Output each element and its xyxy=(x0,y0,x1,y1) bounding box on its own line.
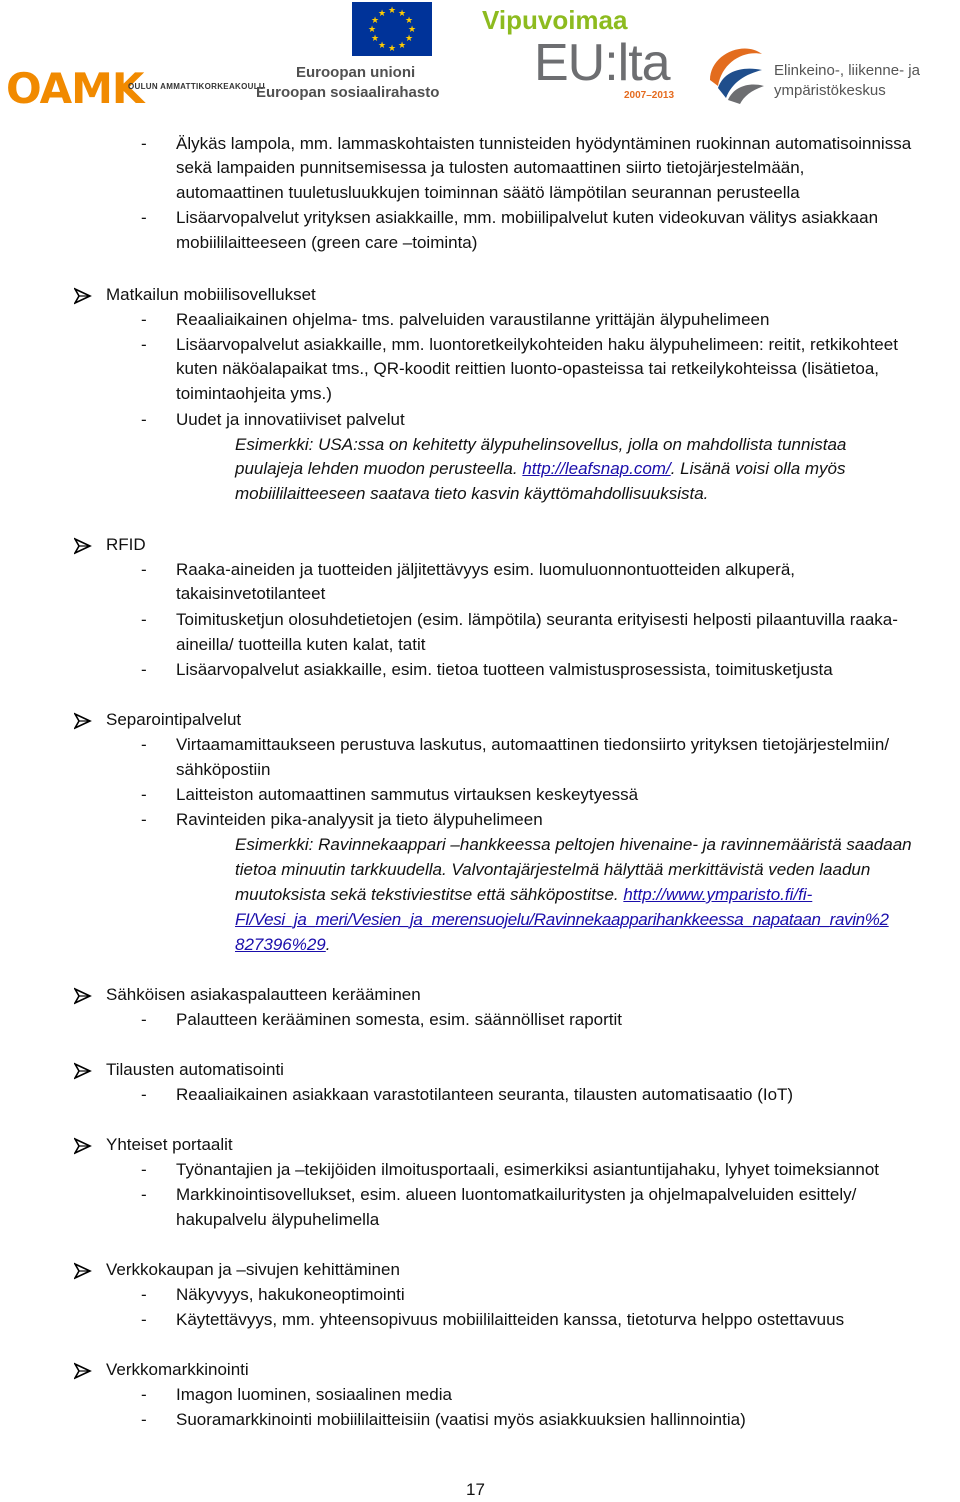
example-line: Esimerkki: Ravinnekaappari –hankkeessa peltojen hivenaine- ja ravinnemääristä saadaan xyxy=(235,835,912,854)
list-item-line: Palautteen kerääminen somesta, esim. säännölliset raportit xyxy=(176,1010,623,1029)
example-line: mobiililaitteeseen saatava tieto kasvin käyttömahdollisuuksista. xyxy=(235,484,709,503)
example-text: . xyxy=(325,935,331,954)
eu-logo-line1: Euroopan unioni xyxy=(296,64,416,81)
list-item-line: Suoramarkkinointi mobiililaitteisiin (vaatisi myös asiakkuuksien hallinnointia) xyxy=(176,1410,746,1429)
list-item-line: Imagon luominen, sosiaalinen media xyxy=(176,1385,452,1404)
intro-item2-line1: Lisäarvopalvelut yrityksen asiakkaille, mm. mobiilipalvelut kuten videokuvan välitys asiakkaan xyxy=(176,208,879,227)
svg-text:★: ★ xyxy=(367,25,377,35)
svg-text:★: ★ xyxy=(387,6,397,16)
example-line: tietoa minuutin tarkkuudella. Valvontajärjestelmä hälyttää merkittävistä veden laadun xyxy=(235,860,871,879)
ymparisto-link[interactable]: 827396%29 xyxy=(235,935,326,954)
list-item-line: Lisäarvopalvelut asiakkaille, mm. luontoretkeilykohteiden haku älypuhelimeen: reitit, retkikohteet xyxy=(176,335,898,354)
ymparisto-link[interactable]: http://www.ymparisto.fi/fi- xyxy=(623,885,813,904)
arrow-bullet-icon xyxy=(74,1062,92,1080)
list-item-line: Uudet ja innovatiiviset palvelut xyxy=(176,410,405,429)
list-item-line: Virtaamamittaukseen perustuva laskutus, automaattinen tiedonsiirto yrityksen tietojärjestelmiin/ xyxy=(176,735,890,754)
section-heading: RFID xyxy=(106,535,146,554)
list-dash: - xyxy=(141,134,147,153)
list-item-line: aineilla/ tuotteilla kuten kalat, tatit xyxy=(176,635,426,654)
intro-item1-line1: Älykäs lampola, mm. lammaskohtaisten tunnisteiden hyödyntäminen ruokinnan automatisoinnissa xyxy=(176,134,912,153)
list-dash: - xyxy=(141,660,147,679)
svg-text:★: ★ xyxy=(397,9,407,19)
svg-text:★: ★ xyxy=(397,41,407,51)
example-line xyxy=(235,933,331,957)
section-heading: Sähköisen asiakaspalautteen kerääminen xyxy=(106,985,421,1004)
list-item-line: Näkyvyys, hakukoneoptimointi xyxy=(176,1285,405,1304)
arrow-bullet-icon xyxy=(74,987,92,1005)
vipuvoimaa-years: 2007–2013 xyxy=(624,90,675,101)
section-heading: Verkkomarkkinointi xyxy=(106,1360,249,1379)
list-item-line: Raaka-aineiden ja tuotteiden jäljitettävyys esim. luomuluonnontuotteiden alkuperä, xyxy=(176,560,795,579)
list-item-line: sähköpostiin xyxy=(176,760,271,779)
list-dash: - xyxy=(141,410,147,429)
list-item-line: Toimitusketjun olosuhdetietojen (esim. lämpötila) seuranta erityisesti helposti pilaantuvilla raaka- xyxy=(176,610,898,629)
list-item-line: toimintaohjeita yms.) xyxy=(176,384,332,403)
list-dash: - xyxy=(141,1085,147,1104)
list-dash: - xyxy=(141,1410,147,1429)
list-item-line: hakupalvelu älypuhelimella xyxy=(176,1210,380,1229)
svg-text:★: ★ xyxy=(370,34,380,44)
svg-text:★: ★ xyxy=(377,9,387,19)
ymparisto-link[interactable]: FI/Vesi_ja_meri/Vesien_ja_merensuojelu/Ravinnekaapparihankkeessa_napataan_ravin%2 xyxy=(235,910,889,929)
list-item-line: Reaaliaikainen ohjelma- tms. palveluiden varaustilanne yrittäjän älypuhelimeen xyxy=(176,310,770,329)
ely-logo-line1: Elinkeino-, liikenne- ja xyxy=(774,62,920,79)
list-dash: - xyxy=(141,1185,147,1204)
list-dash: - xyxy=(141,1385,147,1404)
arrow-bullet-icon xyxy=(74,1262,92,1280)
list-dash: - xyxy=(141,1160,147,1179)
example-text: puulajeja lehden muodon perusteella. xyxy=(235,459,523,478)
oamk-logo-subtitle: OULUN AMMATTIKORKEAKOULU xyxy=(128,82,265,91)
arrow-bullet-icon xyxy=(74,1137,92,1155)
example-text: . Lisänä voisi olla myös xyxy=(670,459,846,478)
ely-logo-line2: ympäristökeskus xyxy=(774,82,886,99)
arrow-bullet-icon xyxy=(74,537,92,555)
list-item-line: kuten näköalapaikat tms., QR-koodit reittien luonto-opasteissa tai retkeilykohteissa (lisätietoa, xyxy=(176,359,880,378)
section-heading: Yhteiset portaalit xyxy=(106,1135,233,1154)
list-item-line: Markkinointisovellukset, esim. alueen luontomatkailuritysten ja ohjelmapalveluiden esittely/ xyxy=(176,1185,857,1204)
svg-text:★: ★ xyxy=(407,25,417,35)
vipuvoimaa-title: Vipuvoimaa xyxy=(482,5,628,35)
list-item-line: Ravinteiden pika-analyysit ja tieto älypuhelimeen xyxy=(176,810,543,829)
svg-text:★: ★ xyxy=(404,34,414,44)
list-dash: - xyxy=(141,335,147,354)
section-heading: Separointipalvelut xyxy=(106,710,242,729)
svg-text:★: ★ xyxy=(370,16,380,26)
vipuvoimaa-eu: EU:lta xyxy=(534,34,670,92)
list-dash: - xyxy=(141,208,147,227)
svg-text:★: ★ xyxy=(377,41,387,51)
eu-logo-line2: Euroopan sosiaalirahasto xyxy=(256,84,440,101)
example-line xyxy=(235,883,812,907)
list-item-line: Lisäarvopalvelut asiakkaille, esim. tietoa tuotteen valmistusprosessista, toimitusketjusta xyxy=(176,660,833,679)
list-dash: - xyxy=(141,785,147,804)
leafsnap-link[interactable]: http://leafsnap.com/ xyxy=(522,459,671,478)
list-dash: - xyxy=(141,610,147,629)
intro-item1-line3: automaattinen tuuletusluukkujen toiminnan säätö lämpötilan seurannan perusteella xyxy=(176,183,800,202)
svg-text:★: ★ xyxy=(387,44,397,54)
list-dash: - xyxy=(141,1310,147,1329)
section-heading: Verkkokaupan ja –sivujen kehittäminen xyxy=(106,1260,400,1279)
example-line: Esimerkki: USA:ssa on kehitetty älypuhelinsovellus, jolla on mahdollista tunnistaa xyxy=(235,435,847,454)
list-item-line: Reaaliaikainen asiakkaan varastotilanteen seuranta, tilausten automatisaatio (IoT) xyxy=(176,1085,794,1104)
example-line xyxy=(235,908,889,932)
arrow-bullet-icon xyxy=(74,712,92,730)
list-dash: - xyxy=(141,560,147,579)
list-item-line: Laitteiston automaattinen sammutus virtauksen keskeytyessä xyxy=(176,785,639,804)
list-item-line: Työnantajien ja –tekijöiden ilmoitusportaali, esimerkiksi asiantuntijahaku, lyhyet toimeksiannot xyxy=(176,1160,880,1179)
arrow-bullet-icon xyxy=(74,1362,92,1380)
intro-item2-line2: mobiililaitteeseen (green care –toiminta) xyxy=(176,233,478,252)
arrow-bullet-icon xyxy=(74,287,92,305)
list-dash: - xyxy=(141,310,147,329)
page-number: 17 xyxy=(466,1480,485,1499)
section-heading: Tilausten automatisointi xyxy=(106,1060,284,1079)
list-dash: - xyxy=(141,1285,147,1304)
example-line xyxy=(235,457,846,481)
list-dash: - xyxy=(141,810,147,829)
list-item-line: takaisinvetotilanteet xyxy=(176,584,326,603)
list-dash: - xyxy=(141,735,147,754)
section-heading: Matkailun mobiilisovellukset xyxy=(106,285,316,304)
svg-text:★: ★ xyxy=(404,16,414,26)
example-text: muutoksista sekä tekstiviestitse että sähköpostitse. xyxy=(235,885,624,904)
oamk-logo-mark: OAMK xyxy=(6,64,144,113)
intro-item1-line2: sekä lampaiden punnitsemisessa ja tulosten automaattinen siirto tietojärjestelmään, xyxy=(176,158,805,177)
list-dash: - xyxy=(141,1010,147,1029)
list-item-line: Käytettävyys, mm. yhteensopivuus mobiililaitteiden kanssa, tietoturva helppo ostettavuus xyxy=(176,1310,845,1329)
